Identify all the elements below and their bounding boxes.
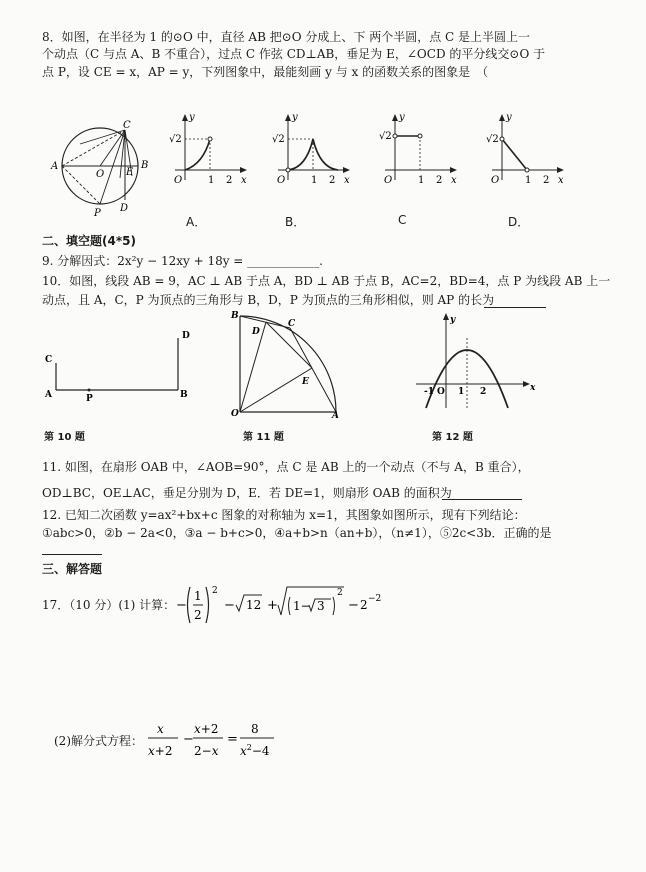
- svg-text:O: O: [231, 409, 239, 419]
- svg-text:x+2: x+2: [194, 722, 219, 736]
- fig10-caption: 第 10 题: [44, 432, 85, 443]
- svg-text:x: x: [344, 175, 350, 186]
- svg-text:1: 1: [525, 175, 532, 186]
- q17-expression-1: [176, 583, 386, 629]
- svg-text:−2: −2: [368, 594, 382, 604]
- svg-text:y: y: [399, 112, 405, 123]
- q10-answer-blank[interactable]: [484, 293, 546, 308]
- svg-text:A: A: [51, 161, 59, 172]
- svg-text:-1: -1: [424, 387, 434, 397]
- svg-text:−: −: [183, 732, 194, 747]
- svg-text:O: O: [384, 175, 393, 186]
- fig11-diagram: [228, 308, 348, 421]
- svg-text:x+2: x+2: [148, 744, 173, 758]
- svg-text:1: 1: [418, 175, 425, 186]
- svg-text:P: P: [94, 208, 101, 219]
- svg-text:x: x: [530, 383, 536, 393]
- svg-text:B: B: [141, 160, 149, 171]
- svg-text:−: −: [176, 598, 187, 613]
- svg-text:√2: √2: [272, 134, 285, 145]
- section3-title: 三、解答题: [42, 562, 103, 576]
- svg-text:1−: 1−: [293, 599, 311, 613]
- svg-text:8: 8: [251, 722, 259, 736]
- option-a-label: A．: [186, 215, 207, 229]
- q8-line3: 点 P，设 CE = x，AP = y，下列图象中，最能刻画 y 与 x 的函数关系的图象是 （: [42, 65, 489, 79]
- svg-text:A: A: [332, 411, 339, 421]
- q12-answer-blank[interactable]: [42, 542, 102, 555]
- svg-text:−: −: [348, 598, 359, 613]
- svg-text:C: C: [288, 319, 296, 329]
- svg-text:y: y: [506, 112, 512, 123]
- svg-text:O: O: [491, 175, 500, 186]
- svg-text:2: 2: [360, 598, 368, 612]
- svg-text:1: 1: [311, 175, 318, 186]
- svg-text:P: P: [86, 394, 93, 404]
- q9-text: 9. 分解因式：2x²y − 12xy + 18y = ____________.: [42, 254, 323, 268]
- svg-text:O: O: [96, 169, 105, 180]
- svg-text:D: D: [120, 203, 129, 214]
- svg-text:2: 2: [194, 608, 202, 622]
- svg-text:C: C: [123, 120, 131, 131]
- svg-text:x: x: [451, 175, 457, 186]
- svg-text:−: −: [224, 598, 235, 613]
- svg-text:1: 1: [208, 175, 215, 186]
- q8-graph-d: [482, 112, 562, 192]
- svg-text:D: D: [252, 327, 260, 337]
- svg-text:√2: √2: [169, 134, 182, 145]
- svg-text:B: B: [180, 390, 188, 400]
- svg-text:E: E: [126, 167, 134, 178]
- svg-text:y: y: [450, 315, 456, 325]
- q10-line2: 动点，且 A，C，P 为顶点的三角形与 B，D，P 为顶点的三角形相似，则 AP 的长为: [42, 293, 495, 307]
- svg-text:O: O: [277, 175, 286, 186]
- option-b-label: B．: [285, 215, 306, 229]
- svg-text:y: y: [292, 112, 298, 123]
- fig11-caption: 第 11 题: [243, 432, 284, 443]
- svg-text:O: O: [437, 387, 445, 397]
- q17-equation-2: [148, 718, 288, 762]
- fig10-diagram: [42, 328, 202, 408]
- q12-line2: ①abc>0，②b − 2a<0，③a − b+c>0，④a+b>n（an+b），（n≠1），⑤2c<3b．正确的是: [42, 526, 552, 540]
- svg-text:x: x: [157, 722, 164, 736]
- svg-text:E: E: [302, 377, 309, 387]
- q17-part1-prefix: 17．（10 分）(1) 计算：: [42, 598, 176, 612]
- svg-text:2: 2: [337, 588, 343, 598]
- svg-text:O: O: [174, 175, 183, 186]
- svg-text:=: =: [227, 732, 238, 747]
- svg-text:+: +: [267, 598, 278, 613]
- svg-text:x: x: [558, 175, 564, 186]
- section2-title: 二、填空题(4*5): [42, 234, 136, 248]
- svg-text:2: 2: [543, 175, 550, 186]
- option-d-label: D．: [508, 215, 530, 229]
- q11-answer-blank[interactable]: [442, 485, 522, 500]
- svg-text:2: 2: [212, 586, 218, 596]
- svg-text:2: 2: [226, 175, 233, 186]
- svg-text:2: 2: [436, 175, 443, 186]
- svg-text:x: x: [241, 175, 247, 186]
- q11-line1: 11. 如图，在扇形 OAB 中，∠AOB=90°，点 C 是 AB 上的一个动点（不与 A，B 重合），: [42, 460, 530, 474]
- svg-text:3: 3: [317, 599, 325, 613]
- fig12-caption: 第 12 题: [432, 432, 473, 443]
- q17-part2-prefix: (2)解分式方程：: [54, 734, 143, 748]
- svg-text:2: 2: [480, 387, 487, 397]
- fig12-diagram: [412, 310, 538, 410]
- svg-text:√2: √2: [379, 131, 392, 142]
- svg-text:1: 1: [194, 589, 202, 603]
- svg-text:C: C: [45, 355, 53, 365]
- q10-line1: 10．如图，线段 AB = 9，AC ⊥ AB 于点 A，BD ⊥ AB 于点 B，AC=2，BD=4，点 P 为线段 AB 上一: [42, 274, 611, 288]
- q8-line2: 个动点（C 与点 A、B 不重合），过点 C 作弦 CD⊥AB，垂足为 E，∠OCD 的平分线交⊙O 于: [42, 47, 546, 61]
- q8-circle-figure: [50, 118, 150, 218]
- q8-line1: 8．如图，在半径为 1 的⊙O 中，直径 AB 把⊙O 分成上、下 两个半圆，点 C 是上半圆上一: [42, 30, 531, 44]
- svg-text:x2−4: $x^2-4$: [240, 743, 270, 758]
- svg-text:2: 2: [329, 175, 336, 186]
- svg-text:y: y: [189, 112, 195, 123]
- svg-text:12: 12: [246, 598, 262, 612]
- svg-text:√2: √2: [486, 134, 499, 145]
- svg-text:D: D: [182, 331, 190, 341]
- q8-graph-b: [268, 112, 348, 192]
- svg-text:1: 1: [458, 387, 465, 397]
- svg-text:B: B: [231, 311, 239, 321]
- q8-graph-c: [375, 112, 455, 192]
- q12-line1: 12. 已知二次函数 y=ax²+bx+c 图象的对称轴为 x=1，其图象如图所示，现有下列结论：: [42, 508, 526, 522]
- q11-line2: OD⊥BC，OE⊥AC，垂足分别为 D，E．若 DE=1，则扇形 OAB 的面积为: [42, 486, 452, 500]
- q8-graph-a: [165, 112, 245, 192]
- option-c-label: C: [398, 213, 407, 227]
- svg-text:2−x: 2−x: [194, 744, 219, 758]
- svg-text:A: A: [45, 390, 52, 400]
